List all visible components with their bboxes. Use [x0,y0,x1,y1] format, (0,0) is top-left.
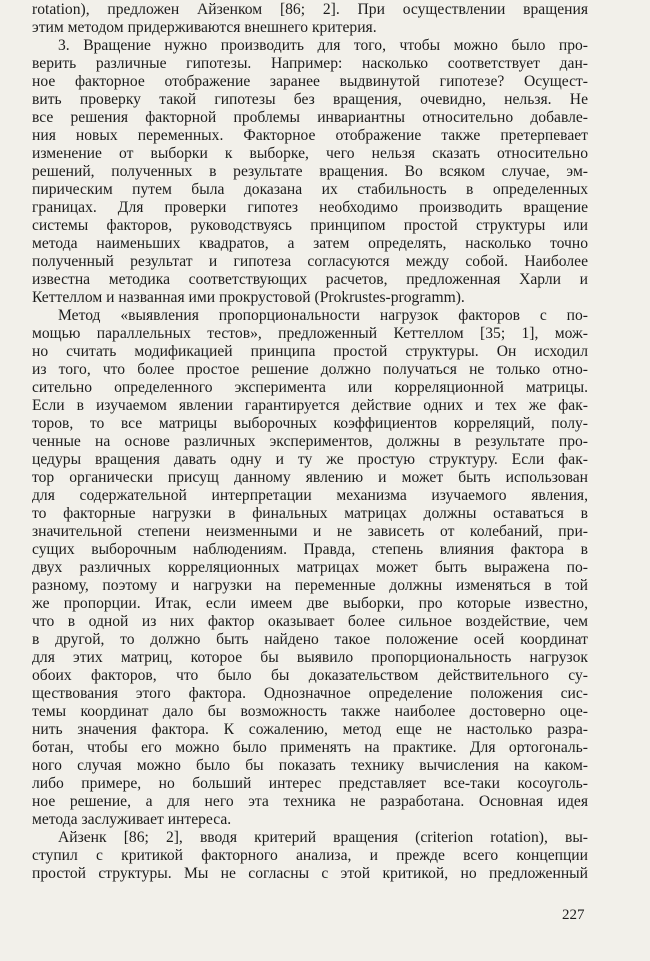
text-line: этим методом придерживаются внешнего критерия. [32,19,377,36]
text-line: сущих выборочным наблюдениям. Правда, степень влияния фактора в [32,541,588,558]
text-line: либо примере, но больший интерес представляет все-таки косоуголь- [32,775,588,792]
text-line: ного случая можно было бы показать технику вычисления на каком- [32,757,588,774]
text-line: цедуры вращения давать одну и ту же простую структуру. Если фак- [32,451,588,468]
text-line: ступил с критикой факторного анализа, и прежде всего концепции [32,847,588,864]
text-line: метода наименьших квадратов, а затем определять, насколько точно [32,235,588,252]
text-line: изменение от выборки к выборке, чего нельзя сказать относительно [32,145,588,162]
text-line: верить различные гипотезы. Например: насколько соответствует дан- [32,55,588,72]
text-line: мощью параллельных тестов», предложенный Кеттеллом [35; 1], мож- [32,325,588,342]
text-line: 3. Вращение нужно производить для того, чтобы можно было про- [58,37,588,54]
text-line: все решения факторной проблемы инвариантны относительно добавле- [32,109,588,126]
text-line: для содержательной интерпретации механизма изучаемого явления, [32,487,588,504]
text-line: тор органически присущ данному явлению и может быть использован [32,469,588,486]
text-line: полученный результат и гипотеза согласуются между собой. Наиболее [32,253,588,270]
text-line: для этих матриц, которое бы выявило пропорциональность нагрузок [32,649,588,666]
text-line: решений, полученных в результате вращения. Во всяком случае, эм- [32,163,588,180]
text-line: темы координат дало бы возможность также наиболее достоверно оце- [32,703,588,720]
text-line: Кеттеллом и названная ими прокрустовой (Prokrustes-programm). [32,289,465,306]
text-line: двух различных корреляционных матрицах может быть выражена по- [32,559,588,576]
text-line: Метод «выявления пропорциональности нагрузок факторов с по- [58,307,588,324]
text-line: простой структуры. Мы не согласны с этой критикой, но предложенный [32,865,588,882]
text-line: ния новых переменных. Факторное отображение также претерпевает [32,127,588,144]
text-line: в другой, то должно быть найдено такое положение осей координат [32,631,588,648]
text-line: сительно определенного эксперимента или корреляционной матрицы. [32,379,588,396]
text-line: метода заслуживает интереса. [32,811,232,828]
text-line: но считать модификацией принципа простой структуры. Он исходил [32,343,588,360]
text-line: значительной степени неизменными и не зависеть от колебаний, при- [32,523,588,540]
text-line: что в одной из них фактор оказывает более сильное воздействие, чем [32,613,588,630]
text-line: нить значения фактора. К сожалению, метод еще не настолько разра- [32,721,588,738]
text-line: ществования этого фактора. Однозначное определение положения сис- [32,685,588,702]
text-line: известна методика соответствующих расчетов, предложенная Харли и [32,271,588,288]
text-line: то факторные нагрузки в финальных матрицах должны оставаться в [32,505,588,522]
text-line: вить проверку такой гипотезы без вращения, очевидно, нельзя. Не [32,91,588,108]
text-line: Если в изучаемом явлении гарантируется действие одних и тех же фак- [32,397,588,414]
text-line: пирическим путем была доказана их стабильность в определенных [32,181,588,198]
text-line: ченные на основе различных экспериментов, должны в результате про- [32,433,588,450]
text-line: из того, что более простое решение должно получаться не только отно- [32,361,588,378]
text-line: rotation), предложен Айзенком [86; 2]. При осуществлении вращения [32,1,588,18]
text-line: границах. Для проверки гипотез необходимо производить вращение [32,199,588,216]
text-line: ное факторное отображение заранее выдвинутой гипотезе? Осущест- [32,73,588,90]
text-line: ботан, чтобы его можно было применять на практике. Для ортогональ- [32,739,588,756]
text-line: разному, поэтому и нагрузки на переменные должны изменяться в той [32,577,588,594]
text-line: же пропорции. Итак, если имеем две выборки, про которые известно, [32,595,588,612]
text-line: системы факторов, руководствуясь принципом простой структуры или [32,217,588,234]
text-line: торов, то все матрицы выборочных коэффициентов корреляций, полу- [32,415,588,432]
text-line: обоих факторов, что было бы доказательством действительного су- [32,667,588,684]
text-line: Айзенк [86; 2], вводя критерий вращения (criterion rotation), вы- [58,829,588,846]
page-number: 227 [562,907,585,923]
text-line: ное решение, а для него эта техника не разработана. Основная идея [32,793,588,810]
